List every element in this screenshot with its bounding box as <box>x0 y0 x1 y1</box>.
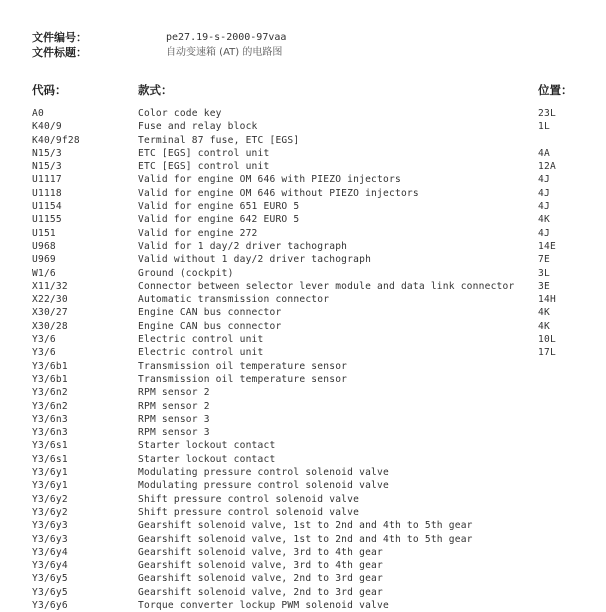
component-description: Modulating pressure control solenoid valve <box>138 480 389 492</box>
component-description: Valid for engine 642 EURO 5 <box>138 214 300 226</box>
component-position: 3E <box>538 280 550 292</box>
component-description: Fuse and relay block <box>138 121 258 133</box>
component-code: Y3/6y2 <box>32 493 68 505</box>
component-code: U968 <box>32 240 56 252</box>
component-description: RPM sensor 2 <box>138 400 210 412</box>
table-row <box>0 173 606 186</box>
component-description: Gearshift solenoid valve, 1st to 2nd and 4th to 5th gear <box>138 520 473 532</box>
component-code: X11/32 <box>32 280 68 292</box>
table-row <box>0 147 606 160</box>
component-description: RPM sensor 2 <box>138 387 210 399</box>
component-description: ETC [EGS] control unit <box>138 161 270 173</box>
component-code: Y3/6n3 <box>32 427 68 439</box>
component-code: Y3/6 <box>32 334 56 346</box>
component-description: Ground (cockpit) <box>138 267 234 279</box>
table-row <box>0 426 606 439</box>
component-position: 7E <box>538 254 550 266</box>
component-code: Y3/6n3 <box>32 413 68 425</box>
component-description: Color code key <box>138 108 222 119</box>
component-position: 17L <box>538 347 556 359</box>
table-row <box>0 200 606 213</box>
component-code: X30/28 <box>32 320 68 332</box>
component-description: Electric control unit <box>138 347 264 359</box>
component-position: 4J <box>538 201 550 213</box>
component-position: 4J <box>538 227 550 239</box>
component-code: Y3/6s1 <box>32 440 68 452</box>
component-code: Y3/6b1 <box>32 360 68 372</box>
component-position: 4A <box>538 147 550 159</box>
table-row <box>0 213 606 226</box>
doc-number-value: pe27.19-s-2000-97vaa <box>166 32 287 43</box>
component-description: Transmission oil temperature sensor <box>138 360 348 372</box>
table-row <box>0 572 606 585</box>
component-code: Y3/6y1 <box>32 480 68 492</box>
component-description: Valid for engine 272 <box>138 227 258 239</box>
component-position: 10L <box>538 334 556 346</box>
component-code: Y3/6y5 <box>32 573 68 585</box>
table-row <box>0 107 606 120</box>
component-position: 14H <box>538 294 556 306</box>
component-position: 4K <box>538 320 550 332</box>
table-row <box>0 519 606 532</box>
component-code: Y3/6n2 <box>32 387 68 399</box>
component-description: ETC [EGS] control unit <box>138 147 270 159</box>
component-code: N15/3 <box>32 161 62 173</box>
column-header-description: 款式： <box>138 83 173 97</box>
table-row <box>0 120 606 133</box>
component-code: X30/27 <box>32 307 68 319</box>
component-position: 4J <box>538 187 550 199</box>
component-code: U969 <box>32 254 56 266</box>
component-description: Valid for engine OM 646 with PIEZO injectors <box>138 174 401 186</box>
component-description: Shift pressure control solenoid valve <box>138 506 360 518</box>
table-row <box>0 187 606 200</box>
table-row <box>0 240 606 253</box>
component-description: Gearshift solenoid valve, 2nd to 3rd gear <box>138 586 384 598</box>
table-row <box>0 506 606 519</box>
column-header-code: 代码： <box>32 83 67 97</box>
component-code: U1154 <box>32 201 62 213</box>
component-description: Valid without 1 day/2 driver tachograph <box>138 254 372 266</box>
component-description: Gearshift solenoid valve, 3rd to 4th gear <box>138 560 384 572</box>
table-row <box>0 333 606 346</box>
component-description: Valid for engine OM 646 without PIEZO injectors <box>138 187 419 199</box>
table-row <box>0 559 606 572</box>
table-row <box>0 320 606 333</box>
table-row <box>0 253 606 266</box>
table-row <box>0 493 606 506</box>
component-position: 12A <box>538 161 556 173</box>
component-code: Y3/6n2 <box>32 400 68 412</box>
component-description: Torque converter lockup PWM solenoid valve <box>138 599 389 611</box>
table-row <box>0 293 606 306</box>
table-row <box>0 413 606 426</box>
table-row <box>0 439 606 452</box>
component-description: Connector between selector lever module and data link connector <box>138 280 515 292</box>
component-code: Y3/6 <box>32 347 56 359</box>
component-description: RPM sensor 3 <box>138 427 210 439</box>
component-description: Electric control unit <box>138 334 264 346</box>
component-description: RPM sensor 3 <box>138 413 210 425</box>
component-code: Y3/6y6 <box>32 599 68 611</box>
component-code: Y3/6y1 <box>32 467 68 479</box>
component-description: Valid for 1 day/2 driver tachograph <box>138 240 348 252</box>
component-code: Y3/6y3 <box>32 533 68 545</box>
component-description: Starter lockout contact <box>138 453 276 465</box>
component-list <box>0 107 606 612</box>
table-row <box>0 160 606 173</box>
table-row <box>0 466 606 479</box>
table-row <box>0 479 606 492</box>
component-description: Starter lockout contact <box>138 440 276 452</box>
component-description: Gearshift solenoid valve, 3rd to 4th gear <box>138 546 384 558</box>
doc-title-value: 自动变速箱 (AT) 的电路图 <box>166 47 283 58</box>
component-code: Y3/6s1 <box>32 453 68 465</box>
component-description: Terminal 87 fuse, ETC [EGS] <box>138 134 300 146</box>
table-row <box>0 533 606 546</box>
component-code: X22/30 <box>32 294 68 306</box>
component-description: Gearshift solenoid valve, 2nd to 3rd gear <box>138 573 384 585</box>
table-row <box>0 360 606 373</box>
component-code: A0 <box>32 108 44 119</box>
component-code: Y3/6y5 <box>32 586 68 598</box>
component-position: 1L <box>538 121 550 133</box>
component-description: Engine CAN bus connector <box>138 320 282 332</box>
component-description: Gearshift solenoid valve, 1st to 2nd and 4th to 5th gear <box>138 533 473 545</box>
component-description: Modulating pressure control solenoid valve <box>138 467 389 479</box>
component-code: U1155 <box>32 214 62 226</box>
component-code: Y3/6y4 <box>32 560 68 572</box>
component-description: Valid for engine 651 EURO 5 <box>138 201 300 213</box>
table-row <box>0 134 606 147</box>
table-row <box>0 453 606 466</box>
doc-number-label: 文件编号： <box>32 31 87 44</box>
component-code: Y3/6y4 <box>32 546 68 558</box>
table-row <box>0 280 606 293</box>
table-row <box>0 386 606 399</box>
table-row <box>0 306 606 319</box>
component-code: Y3/6y3 <box>32 520 68 532</box>
component-code: Y3/6b1 <box>32 373 68 385</box>
component-position: 14E <box>538 240 556 252</box>
component-description: Transmission oil temperature sensor <box>138 373 348 385</box>
table-row <box>0 373 606 386</box>
component-position: 4J <box>538 174 550 186</box>
table-row <box>0 546 606 559</box>
component-position: 4K <box>538 214 550 226</box>
component-code: K40/9 <box>32 121 62 133</box>
column-header-position: 位置： <box>538 83 573 97</box>
component-code: N15/3 <box>32 147 62 159</box>
doc-title-label: 文件标题： <box>32 46 87 59</box>
component-code: U151 <box>32 227 56 239</box>
component-code: Y3/6y2 <box>32 506 68 518</box>
table-row <box>0 400 606 413</box>
component-position: 4K <box>538 307 550 319</box>
component-position: 23L <box>538 108 556 119</box>
table-row <box>0 227 606 240</box>
table-row <box>0 346 606 359</box>
table-row <box>0 599 606 612</box>
component-code: U1118 <box>32 187 62 199</box>
component-code: U1117 <box>32 174 62 186</box>
table-row <box>0 586 606 599</box>
component-description: Shift pressure control solenoid valve <box>138 493 360 505</box>
component-description: Automatic transmission connector <box>138 294 330 306</box>
table-row <box>0 267 606 280</box>
component-position: 3L <box>538 267 550 279</box>
component-code: K40/9f28 <box>32 134 80 146</box>
component-description: Engine CAN bus connector <box>138 307 282 319</box>
component-code: W1/6 <box>32 267 56 279</box>
